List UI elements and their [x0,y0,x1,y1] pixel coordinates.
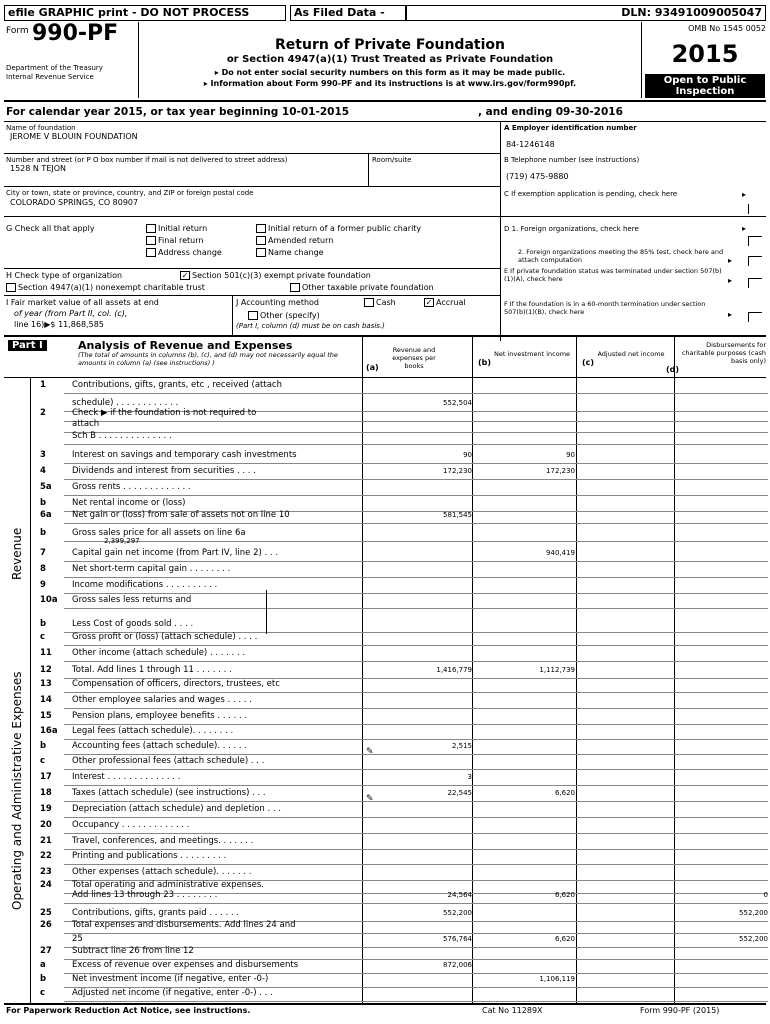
col-a-value[interactable]: 3 [467,773,472,781]
line-label: Less Cost of goods sold . . . . [72,619,194,629]
form-number: 990-PF [32,21,119,46]
col-c-header: Adjusted net income [597,350,665,358]
i-fmv[interactable]: line 16)▶$ 11,868,585 [14,320,104,329]
line-number: 13 [40,679,52,689]
row-divider [64,608,768,609]
j-cash[interactable]: Cash [364,298,396,308]
e-arrow-icon: ▸ [728,276,733,285]
d2-label: 2. Foreign organizations meeting the 85% test, check here and attach computation [518,248,724,264]
line-label: Add lines 13 through 23 . . . . . . . . [72,890,218,900]
line-label: Adjusted net income (if negative, enter -0-) . . . [72,988,273,998]
checkbox[interactable] [146,236,156,245]
col-a-value[interactable]: 2,515 [451,742,472,750]
table-row [0,918,770,932]
row-divider [64,1001,768,1002]
d1-checkbox[interactable] [748,236,762,246]
col-b-value[interactable]: 6,620 [554,935,575,943]
line-number: 9 [40,580,46,590]
row-divider [64,444,768,445]
f-label: F If the foundation is in a 60-month termination under section 507(b)(1)(B), check here [504,300,706,316]
col-a-value[interactable]: 576,764 [443,935,472,943]
col-b-value[interactable]: 172,230 [546,467,575,475]
col-b-letter: (b) [478,358,492,367]
line-label: Interest . . . . . . . . . . . . . . [72,772,181,782]
phone-label: B Telephone number (see instructions) [504,156,640,164]
line-label: Travel, conferences, and meetings. . . . . . . [72,836,254,846]
d2-arrow-icon: ▸ [728,256,733,265]
checkbox[interactable] [146,224,156,233]
d1-label: D 1. Foreign organizations, check here [504,225,639,233]
table-row [0,865,770,879]
line-number: 8 [40,564,46,574]
footer-form: Form 990-PF (2015) [640,1006,720,1015]
checkbox[interactable] [256,248,266,257]
g-name-change[interactable]: Name change [256,248,324,258]
line-number: 18 [40,788,52,798]
col-d-letter: (d) [666,365,680,374]
checkbox[interactable] [256,224,266,233]
table-row [0,677,770,691]
line-label: Compensation of officers, directors, trustees, etc [72,679,280,689]
table-row [0,508,770,522]
omb-number: OMB No 1545 0052 [688,24,766,33]
checkbox-checked[interactable]: ✓ [181,271,189,280]
table-row [0,709,770,723]
as-filed-banner: As Filed Data - [290,5,406,21]
checkbox[interactable] [290,283,300,292]
line-number: b [40,974,47,984]
table-row [0,849,770,863]
ein-label: A Employer identification number [504,124,637,132]
line-label: Sch B . . . . . . . . . . . . . . [72,431,172,441]
street-label: Number and street (or P O box number if mail is not delivered to street address) [6,156,288,164]
j-label: J Accounting method [236,298,320,307]
checkbox[interactable] [364,298,374,307]
row-divider [64,903,768,904]
attachment-icon[interactable]: ✎ [366,794,374,804]
col-a-value[interactable]: 172,230 [443,467,472,475]
line-number: 16a [40,726,58,736]
col-a-value[interactable]: 581,545 [443,511,472,519]
col-d-value[interactable]: 0 [763,891,768,899]
line-label: Accounting fees (attach schedule). . . . . . [72,741,248,751]
department: Department of the Treasury [6,64,103,72]
line-label: Taxes (attach schedule) (see instructions) . . . [72,788,266,798]
col-b-value[interactable]: 940,419 [546,549,575,557]
table-row [0,646,770,660]
table-row [0,834,770,848]
line-label: Printing and publications . . . . . . . . . [72,851,227,861]
line-label: Gross profit or (loss) (attach schedule) . . . . [72,632,258,642]
table-row [0,562,770,576]
line-number: 22 [40,851,52,861]
table-row [0,888,770,902]
line-label: Contributions, gifts, grants, etc , received (attach [72,380,282,390]
name-label: Name of foundation [6,124,76,132]
sales-6b-value[interactable]: 2,399,297 [104,537,140,545]
line-number: 3 [40,450,46,460]
table-row [0,944,770,958]
city-value[interactable]: COLORADO SPRINGS, CO 80907 [10,198,139,207]
part1-desc: (The total of amounts in columns (b), (c), and (d) may not necessarily equal the amounts in column (a) (see instructions) ) [78,351,338,367]
col-b-header: Net investment income [493,350,571,358]
line-number: 14 [40,695,52,705]
dln-banner: DLN: 93491009005047 [406,5,766,21]
attachment-icon[interactable]: ✎ [366,747,374,757]
line-number: c [40,756,46,766]
h-other-taxable[interactable]: Other taxable private foundation [290,283,434,293]
line-number: 21 [40,836,52,846]
irs: Internal Revenue Service [6,73,94,81]
line-number: 27 [40,946,52,956]
checkbox[interactable] [6,283,16,292]
line-number: c [40,632,46,642]
line-label: Dividends and interest from securities . . . . [72,466,256,476]
col-a-value[interactable]: 24,564 [447,891,472,899]
g-initial-former[interactable]: Initial return of a former public charity [256,224,421,234]
g-label: G Check all that apply [6,224,95,233]
table-row [0,739,770,753]
line-label: Gross sales less returns and [72,595,192,605]
table-row [0,802,770,816]
line-label: Contributions, gifts, grants paid . . . . . . [72,908,240,918]
row-divider [64,541,768,542]
footer-paperwork: For Paperwork Reduction Act Notice, see instructions. [6,1006,251,1015]
g-amended-return[interactable]: Amended return [256,236,333,246]
line-label: Other employee salaries and wages . . . . . [72,695,252,705]
revenue-side-label: Revenue [10,527,24,580]
table-row [0,663,770,677]
line-label: Other professional fees (attach schedule) . . . [72,756,265,766]
col-a-letter: (a) [366,363,379,372]
col-b-value[interactable]: 1,112,739 [539,666,575,674]
note-info: ▸ Information about Form 990-PF and its instructions is at www.irs.gov/form990pf. [203,79,577,88]
gross-sales-box[interactable] [266,590,362,634]
line-label: Gross sales price for all assets on line 6a [72,528,246,538]
line-label: Income modifications . . . . . . . . . . [72,580,218,590]
checkbox-checked[interactable]: ✓ [425,298,433,307]
table-row [0,724,770,738]
line-number: 23 [40,867,52,877]
table-row [0,448,770,462]
note-ssn: ▸ Do not enter social security numbers on this form as it may be made public. [214,68,566,77]
phone-value[interactable]: (719) 475-9880 [506,172,569,181]
line-number: 6a [40,510,52,520]
table-row [0,593,770,607]
table-row [0,693,770,707]
line-label: attach [72,419,100,429]
line-number: 1 [40,380,46,390]
line-label: Net rental income or (loss) [72,498,186,508]
table-row [0,578,770,592]
line-label: Net short-term capital gain . . . . . . . . [72,564,231,574]
h-label: H Check type of organization [6,271,123,280]
line-label: Legal fees (attach schedule). . . . . . . . [72,726,234,736]
col-a-value[interactable]: 90 [463,451,472,459]
row-divider [64,523,768,524]
table-row [0,429,770,443]
d1-arrow-icon: ▸ [742,224,747,233]
form-prefix: Form [6,26,29,36]
col-b-value[interactable]: 90 [566,451,575,459]
h-4947[interactable]: Section 4947(a)(1) nonexempt charitable trust [6,283,205,293]
col-b-value[interactable]: 1,106,119 [539,975,575,983]
city-label: City or town, state or province, country, and ZIP or foreign postal code [6,189,254,197]
f-arrow-icon: ▸ [728,310,733,319]
line-number: b [40,528,47,538]
footer-cat: Cat No 11289X [482,1006,543,1015]
j-other[interactable]: Other (specify) [248,311,320,321]
table-row [0,958,770,972]
col-a-value[interactable]: 1,416,779 [436,666,472,674]
table-row [0,464,770,478]
row-divider [64,393,768,394]
col-a-header: Revenue and expenses per books [392,346,436,370]
line-label: 25 [72,934,83,944]
foundation-name[interactable]: JEROME V BLOUIN FOUNDATION [10,132,138,141]
e-checkbox[interactable] [748,278,762,288]
line-number: 20 [40,820,52,830]
line-number: c [40,988,46,998]
line-label: Net investment income (if negative, enter -0-) [72,974,269,984]
line-number: 7 [40,548,46,558]
line-number: a [40,960,46,970]
col-a-value[interactable]: 22,545 [447,789,472,797]
col-a-value[interactable]: 552,504 [443,399,472,407]
line-label: Other income (attach schedule) . . . . . . . [72,648,246,658]
line-number: 25 [40,908,52,918]
e-label: E If private foundation status was terminated under section 507(b)(1)(A), check here [504,267,722,283]
part1-title: Analysis of Revenue and Expenses [78,339,293,352]
checkbox[interactable] [256,236,266,245]
col-b-value[interactable]: 6,620 [554,891,575,899]
line-number: 12 [40,665,52,675]
line-number: b [40,498,47,508]
line-label: Occupancy . . . . . . . . . . . . . [72,820,190,830]
col-a-value[interactable]: 552,200 [443,909,472,917]
i-line1: I Fair market value of all assets at end [6,298,159,307]
line-label: Check ▶ if the foundation is not required to [72,408,257,418]
col-d-header: Disbursements for charitable purposes (cash basis only) [681,341,766,365]
checkbox[interactable] [248,311,258,320]
line-label: Total expenses and disbursements. Add lines 24 and [72,920,296,930]
table-row [0,770,770,784]
line-label: Excess of revenue over expenses and disbursements [72,960,299,970]
line-label: Gross rents . . . . . . . . . . . . . [72,482,191,492]
col-c-letter: (c) [582,358,595,367]
room-label: Room/suite [372,156,412,164]
line-number: 15 [40,711,52,721]
h-501c3[interactable]: ✓ Section 501(c)(3) exempt private foundation [181,271,371,280]
col-d-value[interactable]: 552,200 [739,935,768,943]
expenses-side-label: Operating and Administrative Expenses [10,671,24,910]
f-checkbox[interactable] [748,312,762,322]
c-arrow-icon: ▸ [742,190,747,199]
g-final-return[interactable]: Final return [146,236,203,246]
table-row [0,630,770,644]
line-label: Total operating and administrative expenses. [72,880,264,890]
line-number: 26 [40,920,52,930]
i-line2: of year (from Part II, col. (c), [14,309,128,318]
table-row [0,986,770,1000]
line-label: Interest on savings and temporary cash investments [72,450,297,460]
line-label: Net gain or (loss) from sale of assets not on line 10 [72,510,290,520]
table-row [0,480,770,494]
line-label: Other expenses (attach schedule). . . . . . . [72,867,252,877]
line-label: Total. Add lines 1 through 11 . . . . . . . [72,665,232,675]
line-number: b [40,619,47,629]
col-a-value[interactable]: 872,006 [443,961,472,969]
line-number: 5a [40,482,52,492]
table-row [0,546,770,560]
g-address-change[interactable]: Address change [146,248,222,258]
table-row [0,378,770,392]
table-row [0,786,770,800]
d2-checkbox[interactable] [748,256,762,266]
line-label: Pension plans, employee benefits . . . . . . [72,711,248,721]
part1-tag: Part I [8,340,47,351]
efile-banner: efile GRAPHIC print - DO NOT PROCESS [4,5,286,21]
j-note: (Part I, column (d) must be on cash basis.) [236,322,385,330]
street-value[interactable]: 1528 N TEJON [10,164,67,173]
calendar-begin: For calendar year 2015, or tax year beginning 10-01-2015 [6,106,350,118]
line-number: 4 [40,466,46,476]
c-label: C If exemption application is pending, check here [504,190,678,198]
line-label: Capital gain net income (from Part IV, line 2) . . . [72,548,279,558]
line-label: schedule) . . . . . . . . . . . . [72,398,179,408]
ein-value[interactable]: 84-1246148 [506,140,555,149]
g-initial-return[interactable]: Initial return [146,224,207,234]
open-inspection-badge: Open to Public Inspection [645,74,765,98]
line-number: 10a [40,595,58,605]
j-accrual[interactable]: ✓ Accrual [425,298,466,307]
form-title: Return of Private Foundation [275,37,505,53]
line-number: 11 [40,648,52,658]
line-number: 24 [40,880,52,890]
tax-year: 2015 [671,40,739,68]
line-number: 2 [40,408,46,418]
form-subtitle: or Section 4947(a)(1) Trust Treated as Private Foundation [226,54,554,65]
calendar-end: , and ending 09-30-2016 [478,106,623,118]
table-row [0,972,770,986]
col-b-value[interactable]: 6,620 [554,789,575,797]
line-number: 19 [40,804,52,814]
col-d-value[interactable]: 552,200 [739,909,768,917]
table-row [0,818,770,832]
line-label: Subtract line 26 from line 12 [72,946,194,956]
row-divider [64,661,768,662]
line-number: b [40,741,47,751]
line-label: Depreciation (attach schedule) and depletion . . . [72,804,282,814]
table-row [0,754,770,768]
line-number: 17 [40,772,52,782]
table-row [0,617,770,631]
checkbox[interactable] [146,248,156,257]
